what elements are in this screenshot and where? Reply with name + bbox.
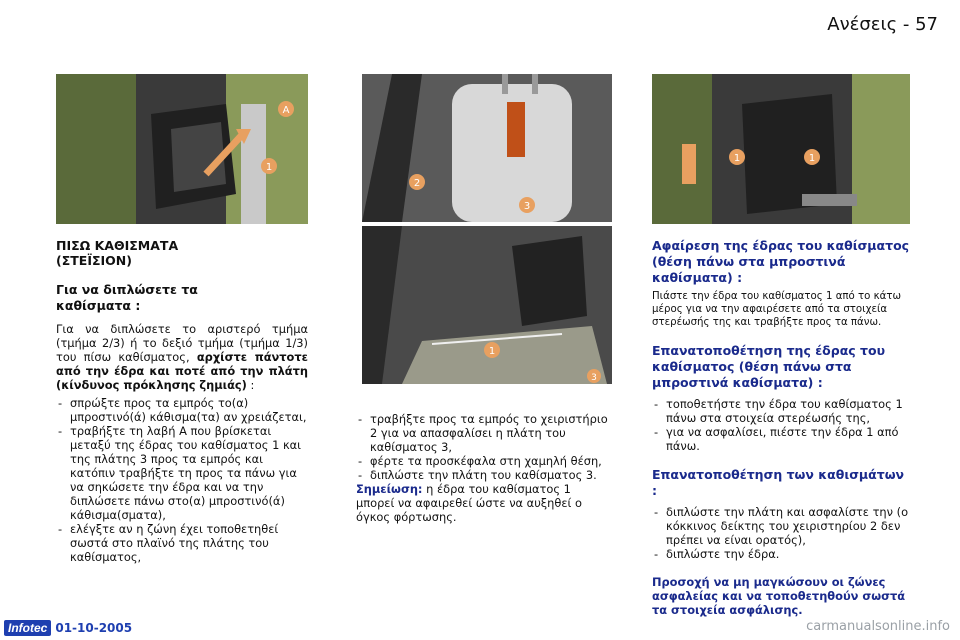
fold-steps-list <box>56 396 308 564</box>
section-title-refit-cushion: Επανατοποθέτηση της έδρας του καθίσματος (θέση πάνω στα μπροστινά καθίσματα) : <box>652 343 886 390</box>
list-item: - τραβήξτε προς τα εμπρός το χειριστήριο 2 για να απασφαλίσει η πλάτη του καθίσματος 3, <box>356 412 608 454</box>
label-1-p3: 1 <box>488 346 496 357</box>
list-item: - φέρτε τα προσκέφαλα στη χαμηλή θέση, <box>356 454 608 468</box>
col1-text <box>56 238 308 564</box>
list-item: - για να ασφαλίσει, πιέστε την έδρα 1 από πάνω. <box>652 425 910 453</box>
refit-seats-list <box>652 505 910 561</box>
label-2: 2 <box>413 178 421 189</box>
list-item: - ελέγξτε αν η ζώνη έχει τοποθετηθεί σωστά στο πλαϊνό της πλάτης του καθίσματος, <box>56 522 308 564</box>
subtitle-fold: Για να διπλώσετε τα καθίσματα : <box>56 282 198 313</box>
list-item: - τοποθετήστε την έδρα του καθίσματος 1 πάνω στα στοιχεία στερέωσής της, <box>652 397 910 425</box>
refit-steps-list <box>652 397 910 453</box>
warning-text: Προσοχή να μη μαγκώσουν οι ζώνες ασφαλείας και να τοποθετηθούν σωστά τα στοιχεία ασφάλισης. <box>652 575 906 617</box>
list-item: - σπρώξτε προς τα εμπρός το(α) μπροστινό(ά) κάθισμα(τα) αν χρειάζεται, <box>56 396 308 424</box>
infotec-logo: Infotec <box>4 620 51 636</box>
removal-paragraph: Πιάστε την έδρα του καθίσματος 1 από το κάτω μέρος για να την αφαιρέσετε από τα στοιχεία στερέωσής της και τραβήξτε προς τα πάνω. <box>652 291 902 328</box>
intro-paragraph: Για να διπλώσετε το αριστερό τμήμα (τμήμα 2/3) ή το δεξιό τμήμα (τμήμα 1/3) του πίσω καθίσματος, αρχίστε πάντοτε από την έδρα και ποτέ από την πλάτη (κίνδυνος πρόκλησης ζημιάς) : <box>56 322 308 392</box>
photo-folded-seat <box>362 226 612 384</box>
section-title-refit-seats: Επανατοποθέτηση των καθισμάτων : <box>652 467 905 498</box>
label-1a: 1 <box>733 153 741 164</box>
list-item: - διπλώστε την πλάτη του καθίσματος 3. <box>356 468 608 482</box>
col2-text <box>356 412 608 524</box>
footer-date: 01-10-2005 <box>55 621 133 635</box>
watermark: carmanualsonline.info <box>806 619 950 634</box>
fold-steps-list-2 <box>356 412 608 482</box>
list-item: - διπλώστε την πλάτη και ασφαλίστε την (ο κόκκινος δείκτης του χειριστηρίου 2 δεν πρέπει να είναι ορατός), <box>652 505 910 547</box>
section-title-removal: Αφαίρεση της έδρας του καθίσματος (θέση πάνω στα μπροστινά καθίσματα) : <box>652 238 910 285</box>
section-title-rear-seats: ΠΙΣΩ ΚΑΘΙΣΜΑΤΑ (ΣΤΕΪΣΙΟΝ) <box>56 238 179 268</box>
label-a: A <box>282 105 290 116</box>
list-item: - τραβήξτε τη λαβή A που βρίσκεται μεταξύ της έδρας του καθίσματος 1 και της πλάτης 3 προς τα εμπρός και κατόπιν τραβήξτε τη προς τα πάνω για να σηκώσετε την έδρα και να την διπλώσετε πάνω στο(α) μπροστινό(ά) κάθισμα(σματα), <box>56 424 308 522</box>
list-item: - διπλώστε την έδρα. <box>652 547 910 561</box>
label-3-p3: 3 <box>591 373 597 383</box>
col3-text <box>652 238 910 617</box>
page-title: Ανέσεις - 57 <box>827 14 938 35</box>
note-paragraph: Σημείωση: η έδρα του καθίσματος 1 μπορεί να αφαιρεθεί ώστε να αυξηθεί ο όγκος φόρτωσης. <box>356 482 582 524</box>
label-3: 3 <box>523 201 531 212</box>
photo-seat-cushion-lift <box>56 74 308 224</box>
photo-seat-removal <box>652 74 910 224</box>
photo-headrest <box>362 74 612 222</box>
label-1: 1 <box>265 162 273 173</box>
footer <box>4 620 132 636</box>
label-1b: 1 <box>808 153 816 164</box>
